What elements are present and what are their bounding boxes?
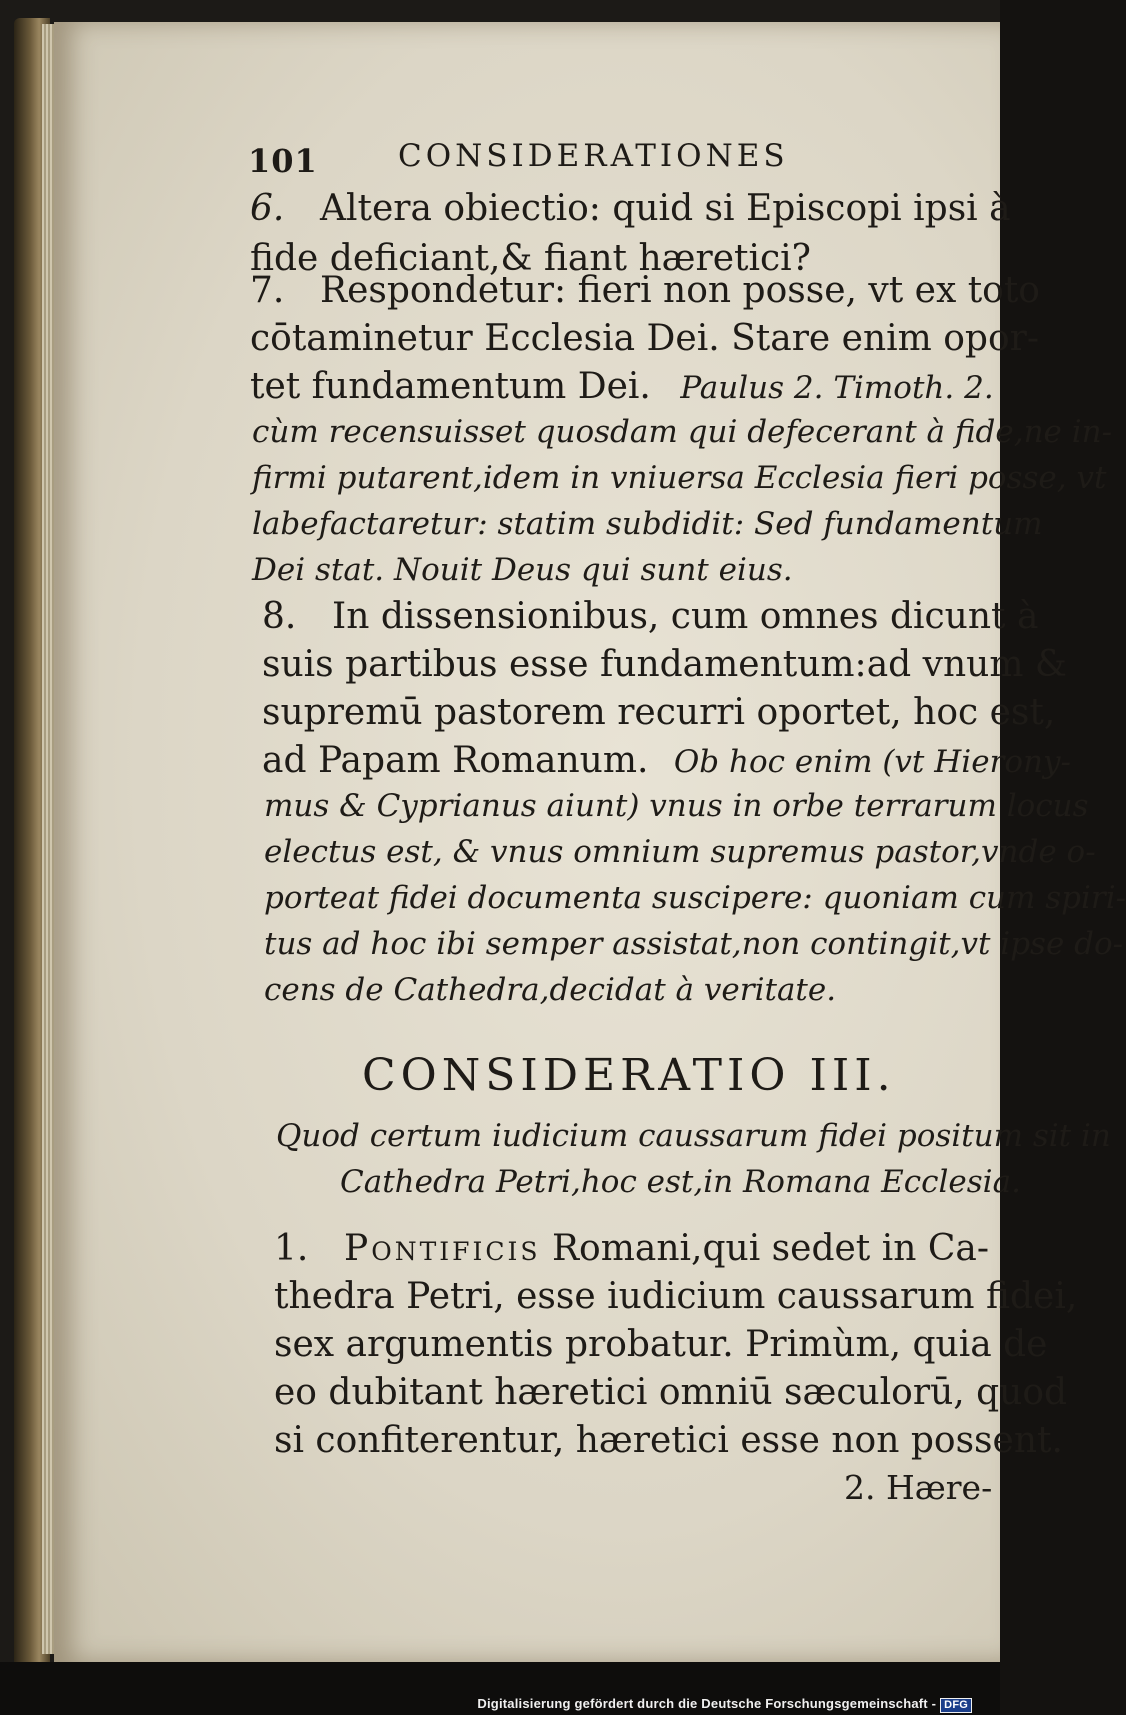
paragraph-7-line-1 [250, 270, 1040, 311]
paragraph-8-line-7: porteat fidei documenta suscipere: quoniam cum spiri- [264, 880, 1126, 916]
paragraph-8-line-6: electus est, & vnus omnium supremus pastor,vnde o- [264, 834, 1096, 870]
paragraph-7-line-4: cùm recensuisset quosdam qui defecerant à fide,ne in- [252, 414, 1113, 450]
paragraph-8-line-8: tus ad hoc ibi semper assistat,non contingit,vt ipse do- [264, 926, 1124, 962]
italic-reference: Paulus 2. Timoth. 2. [680, 370, 994, 406]
paragraph-number: 8. [262, 596, 297, 637]
catchword: 2. Hære- [844, 1468, 993, 1507]
section-subtitle-line-2: Cathedra Petri,hoc est,in Romana Ecclesia. [340, 1164, 1021, 1200]
paragraph-6-line-1 [250, 188, 1011, 229]
paragraph-8-line-5: mus & Cyprianus aiunt) vnus in orbe terrarum locus [264, 788, 1089, 824]
paragraph-number: 1. [274, 1228, 309, 1269]
italic-text: Ob hoc enim (vt Hierony- [673, 744, 1071, 780]
paragraph-8-line-3: supremū pastorem recurri oportet, hoc est, [262, 692, 1056, 733]
paragraph-8-line-9: cens de Cathedra,decidat à veritate. [264, 972, 837, 1008]
first-word: Pontificis [344, 1228, 541, 1269]
paragraph-1-line-5: si confiterentur, hæretici esse non possent. [274, 1420, 1063, 1461]
section-heading: CONSIDERATIO III. [362, 1050, 896, 1101]
text-span: ad Papam Romanum. [262, 740, 649, 781]
paragraph-1-line-1 [274, 1228, 989, 1269]
paragraph-8-line-2: suis partibus esse fundamentum:ad vnum & [262, 644, 1067, 685]
paragraph-7-line-7: Dei stat. Nouit Deus qui sunt eius. [252, 552, 793, 588]
paragraph-7-line-2: cōtaminetur Ecclesia Dei. Stare enim opor- [250, 318, 1039, 359]
paragraph-7-line-5: firmi putarent,idem in vniuersa Ecclesia fieri posse, vt [252, 460, 1107, 496]
digitization-credit [477, 1696, 972, 1713]
paragraph-8-line-1 [262, 596, 1038, 637]
text-span: In dissensionibus, cum omnes dicunt à [332, 596, 1039, 637]
paragraph-number: 7. [250, 270, 285, 311]
text-span: Altera obiectio: quid si Episcopi ipsi à [320, 188, 1011, 229]
dfg-logo-icon: DFG [940, 1698, 972, 1713]
text-span: tet fundamentum Dei. [250, 366, 651, 407]
credit-text: Digitalisierung gefördert durch die Deutsche Forschungsgemeinschaft - [477, 1696, 937, 1711]
paragraph-number: 6. [250, 188, 285, 229]
section-subtitle-line-1: Quod certum iudicium caussarum fidei positum sit in [276, 1118, 1111, 1154]
paragraph-1-line-3: sex argumentis probatur. Primùm, quia de [274, 1324, 1048, 1365]
page-number: 101 [248, 142, 318, 180]
paragraph-1-line-2: thedra Petri, esse iudicium caussarum fidei, [274, 1276, 1078, 1317]
text-span: Romani,qui sedet in Ca- [551, 1228, 990, 1269]
paragraph-1-line-4: eo dubitant hæretici omniū sæculorū, quod [274, 1372, 1068, 1413]
text-span: Respondetur: fieri non posse, vt ex toto [320, 270, 1040, 311]
paragraph-8-line-4 [262, 740, 1071, 781]
running-title: CONSIDERATIONES [398, 138, 789, 174]
paragraph-7-line-3 [250, 366, 994, 407]
paragraph-6-line-2: fide deficiant,& fiant hæretici? [250, 238, 811, 279]
paragraph-7-line-6: labefactaretur: statim subdidit: Sed fundamentum [252, 506, 1043, 542]
